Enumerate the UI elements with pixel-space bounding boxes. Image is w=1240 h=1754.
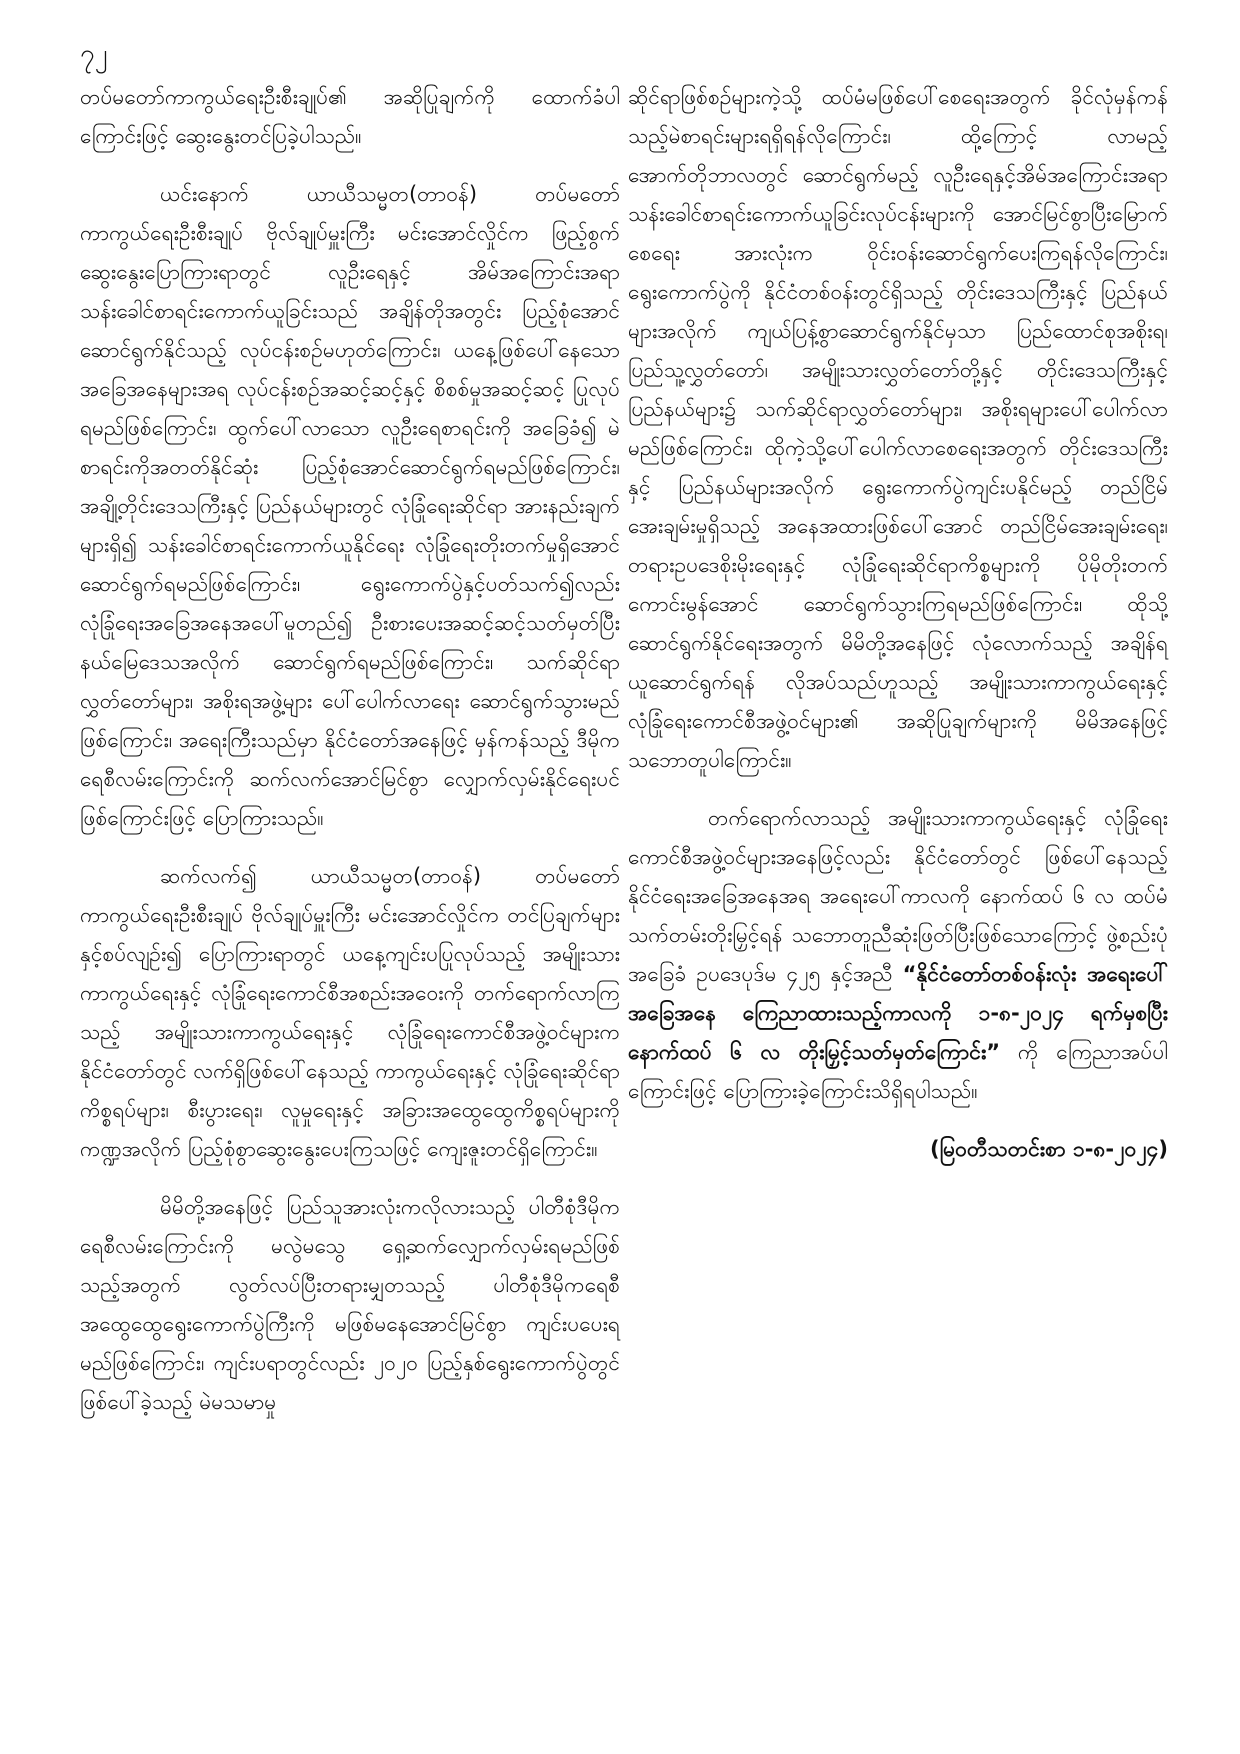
paragraph-with-quote [628, 799, 1168, 1111]
paragraph-text: ကို ကြေညာအပ်ပါကြောင်းဖြင့် ပြောကြားခဲ့ကြောင်းသိရှိရပါသည်။ [628, 1040, 1168, 1103]
announcement-quote: “နိုင်ငံတော်တစ်ဝန်းလုံး အရေးပေါ်အခြေအနေ ကြေညာထားသည့်ကာလကို ၁-၈-၂၀၂၄ ရက်မှစပြီး နောက်ထပ် ၆ လ တိုးမြှင့်သတ်မှတ်ကြောင်း” [628, 962, 1168, 1064]
paragraph: ဆက်လက်၍ ယာယီသမ္မတ(တာဝန်) တပ်မတော်ကာကွယ်ရေးဦးစီးချုပ် ဗိုလ်ချုပ်မှူးကြီး မင်းအောင်လှိုင်က တင်ပြချက်များနှင့်စပ်လျဉ်း၍ ပြောကြားရာတွင် ယနေ့ကျင်းပပြုလုပ်သည့် အမျိုးသားကာကွယ်ရေးနှင့် လုံခြုံရေးကောင်စီအစည်းအဝေးကို တက်ရောက်လာကြသည့် အမျိုးသားကာကွယ်ရေးနှင့် လုံခြုံရေးကောင်စီအဖွဲ့ဝင်များက နိုင်ငံတော်တွင် လက်ရှိဖြစ်ပေါ်နေသည့် ကာကွယ်ရေးနှင့် လုံခြုံရေးဆိုင်ရာကိစ္စရပ်များ၊ စီးပွားရေး၊ လူမှုရေးနှင့် အခြားအထွေထွေကိစ္စရပ်များကို ကဏ္ဍအလိုက် ပြည့်စုံစွာဆွေးနွေးပေးကြသဖြင့် ကျေးဇူးတင်ရှိကြောင်း။ [80, 864, 620, 1161]
paragraph: မိမိတို့အနေဖြင့် ပြည်သူအားလုံးကလိုလားသည့် ပါတီစုံဒီမိုကရေစီလမ်းကြောင်းကို မလွဲမသွေ ရှေ့ဆက်လျှောက်လှမ်းရမည်ဖြစ်သည့်အတွက် လွတ်လပ်ပြီးတရားမျှတသည့် ပါတီစုံဒီမိုကရေစီ အထွေထွေရွေးကောက်ပွဲကြီးကို မဖြစ်မနေအောင်မြင်စွာ ကျင်းပပေးရမည်ဖြစ်ကြောင်း၊ ကျင်းပရာတွင်လည်း ၂၀၂၀ ပြည့်နှစ်ရွေးကောက်ပွဲတွင် ဖြစ်ပေါ်ခဲ့သည့် မဲမသမာမှု [80, 1195, 620, 1414]
paragraph: တပ်မတော်ကာကွယ်ရေးဦးစီးချုပ်၏ အဆိုပြုချက်ကို ထောက်ခံပါကြောင်းဖြင့် ဆွေးနွေးတင်ပြခဲ့ပါသည်။ [80, 85, 620, 148]
paragraph: ယင်းနောက် ယာယီသမ္မတ(တာဝန်) တပ်မတော်ကာကွယ်ရေးဦးစီးချုပ် ဗိုလ်ချုပ်မှူးကြီး မင်းအောင်လှိုင်က ဖြည့်စွက်ဆွေးနွေးပြောကြားရာတွင် လူဦးရေနှင့် အိမ်အကြောင်းအရာ သန်းခေါင်စာရင်းကောက်ယူခြင်းသည် အချိန်တိုအတွင်း ပြည့်စုံအောင်ဆောင်ရွက်နိုင်သည့် လုပ်ငန်းစဉ်မဟုတ်ကြောင်း၊ ယနေ့ဖြစ်ပေါ်နေသော အခြေအနေများအရ လုပ်ငန်းစဉ်အဆင့်ဆင့်နှင့် စိစစ်မှုအဆင့်ဆင့် ပြုလုပ်ရမည်ဖြစ်ကြောင်း၊ ထွက်ပေါ်လာသော လူဦးရေစာရင်းကို အခြေခံ၍ မဲစာရင်းကိုအတတ်နိုင်ဆုံး ပြည့်စုံအောင်ဆောင်ရွက်ရမည်ဖြစ်ကြောင်း၊ အချို့တိုင်းဒေသကြီးနှင့် ပြည်နယ်များတွင် လုံခြုံရေးဆိုင်ရာ အားနည်းချက်များရှိ၍ သန်းခေါင်စာရင်းကောက်ယူနိုင်ရေး လုံခြုံရေးတိုးတက်မှုရှိအောင် ဆောင်ရွက်ရမည်ဖြစ်ကြောင်း၊ ရွေးကောက်ပွဲနှင့်ပတ်သက်၍လည်း လုံခြုံရေးအခြေအနေအပေါ်မူတည်၍ ဦးစားပေးအဆင့်ဆင့်သတ်မှတ်ပြီး နယ်မြေဒေသအလိုက် ဆောင်ရွက်ရမည်ဖြစ်ကြောင်း၊ သက်ဆိုင်ရာ လွှတ်တော်များ၊ အစိုးရအဖွဲ့များ ပေါ်ပေါက်လာရေး ဆောင်ရွက်သွားမည်ဖြစ်ကြောင်း၊ အရေးကြီးသည်မှာ နိုင်ငံတော်အနေဖြင့် မှန်ကန်သည့် ဒီမိုကရေစီလမ်းကြောင်းကို ဆက်လက်အောင်မြင်စွာ လျှောက်လှမ်းနိုင်ရေးပင်ဖြစ်ကြောင်းဖြင့် ပြောကြားသည်။ [80, 182, 620, 830]
source-citation: (မြဝတီသတင်းစာ ၁-၈-၂၀၂၄) [930, 1137, 1168, 1161]
left-column [80, 78, 620, 1441]
paragraph-text: တက်ရောက်လာသည့် အမျိုးသားကာကွယ်ရေးနှင့် လုံခြုံရေးကောင်စီအဖွဲ့ဝင်များအနေဖြင့်လည်း နိုင်ငံတော်တွင် ဖြစ်ပေါ်နေသည့် နိုင်ငံရေးအခြေအနေအရ အရေးပေါ်ကာလကို နောက်ထပ် ၆ လ ထပ်မံသက်တမ်းတိုးမြှင့်ရန် သဘောတူညီဆုံးဖြတ်ပြီးဖြစ်သောကြောင့် ဖွဲ့စည်းပုံအခြေခံ ဥပဒေပုဒ်မ ၄၂၅ နှင့်အညီ [628, 806, 1168, 986]
paragraph: ဆိုင်ရာဖြစ်စဉ်များကဲ့သို့ ထပ်မံမဖြစ်ပေါ်စေရေးအတွက် ခိုင်လုံမှန်ကန်သည့်မဲစာရင်းများရရှိရန်လိုကြောင်း၊ ထို့ကြောင့် လာမည့် အောက်တိုဘာလတွင် ဆောင်ရွက်မည့် လူဦးရေနှင့်အိမ်အကြောင်းအရာ သန်းခေါင်စာရင်းကောက်ယူခြင်းလုပ်ငန်းများကို အောင်မြင်စွာပြီးမြောက်စေရေး အားလုံးက ဝိုင်းဝန်းဆောင်ရွက်ပေးကြရန်လိုကြောင်း၊ ရွေးကောက်ပွဲကို နိုင်ငံတစ်ဝန်းတွင်ရှိသည့် တိုင်းဒေသကြီးနှင့် ပြည်နယ်များအလိုက် ကျယ်ပြန့်စွာဆောင်ရွက်နိုင်မှသာ ပြည်ထောင်စုအစိုးရ၊ ပြည်သူ့လွှတ်တော်၊ အမျိုးသားလွှတ်တော်တို့နှင့် တိုင်းဒေသကြီးနှင့် ပြည်နယ်များ၌ သက်ဆိုင်ရာလွှတ်တော်များ၊ အစိုးရများပေါ်ပေါက်လာမည်ဖြစ်ကြောင်း၊ ထိုကဲ့သို့ပေါ်ပေါက်လာစေရေးအတွက် တိုင်းဒေသကြီးနှင့် ပြည်နယ်များအလိုက် ရွေးကောက်ပွဲကျင်းပနိုင်မည့် တည်ငြိမ်အေးချမ်းမှုရှိသည့် အနေအထားဖြစ်ပေါ်အောင် တည်ငြိမ်အေးချမ်းရေး၊ တရားဥပဒေစိုးမိုးရေးနှင့် လုံခြုံရေးဆိုင်ရာကိစ္စများကို ပိုမိုတိုးတက်ကောင်းမွန်အောင် ဆောင်ရွက်သွားကြရမည်ဖြစ်ကြောင်း၊ ထိုသို့ဆောင်ရွက်နိုင်ရေးအတွက် မိမိတို့အနေဖြင့် လုံလောက်သည့် အချိန်ရယူဆောင်ရွက်ရန် လိုအပ်သည်ဟူသည့် အမျိုးသားကာကွယ်ရေးနှင့် လုံခြုံရေးကောင်စီအဖွဲ့ဝင်များ၏ အဆိုပြုချက်များကို မိမိအနေဖြင့် သဘောတူပါကြောင်း။ [628, 85, 1168, 772]
right-column [628, 78, 1168, 1169]
page-number: ၇၂ [80, 39, 108, 69]
